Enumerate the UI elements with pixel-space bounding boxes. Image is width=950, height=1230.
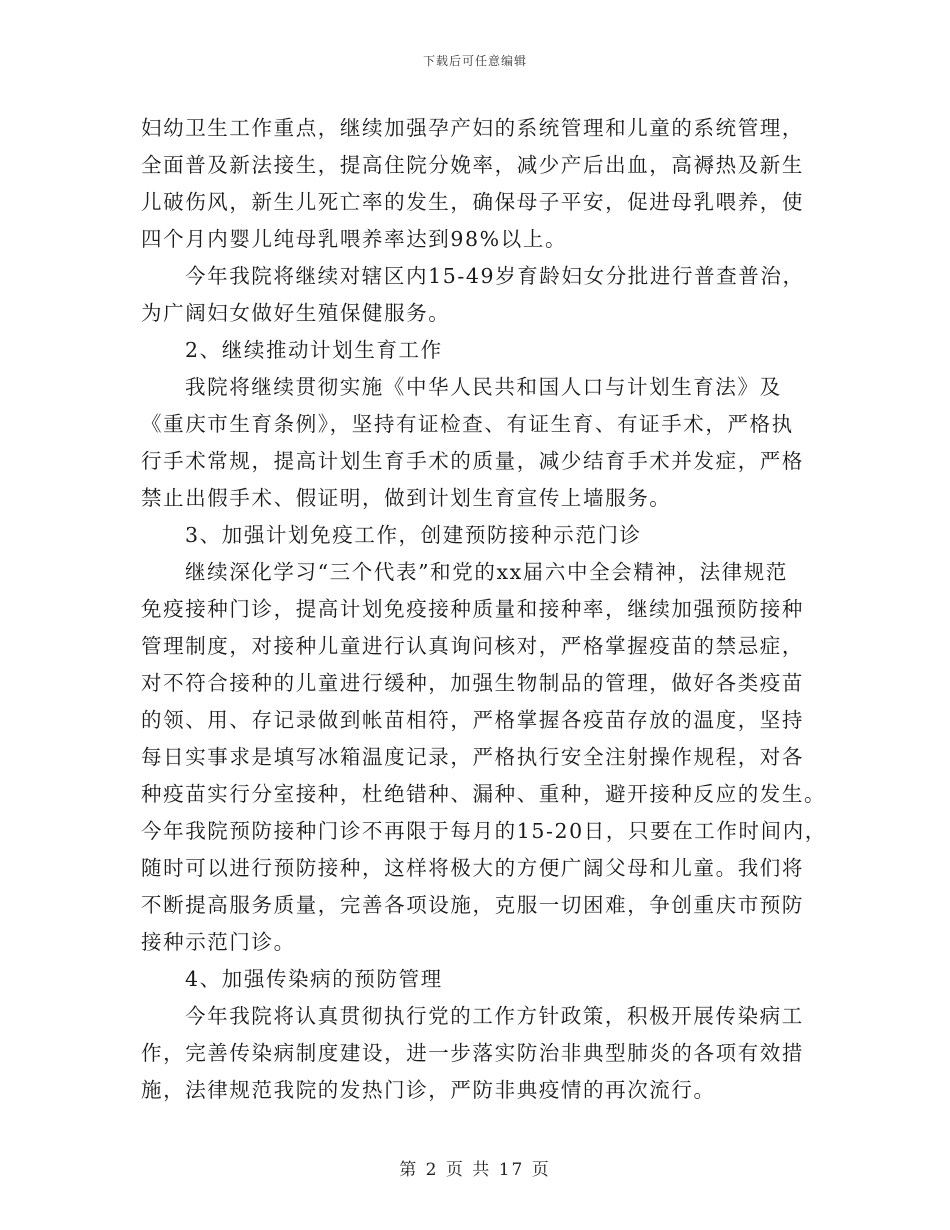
paragraph-line: 作，完善传染病制度建设，进一步落实防治非典型肺炎的各项有效措 <box>141 1041 804 1065</box>
paragraph-line: 种疫苗实行分室接种，杜绝错种、漏种、重种，避开接种反应的发生。 <box>141 782 827 806</box>
section-heading: 2、继续推动计划生育工作 <box>185 338 443 362</box>
paragraph-line: 为广阔妇女做好生殖保健服务。 <box>141 301 451 325</box>
document-body <box>141 110 827 1109</box>
page-header: 下载后可任意编辑 <box>422 54 527 68</box>
paragraph-line: 行手术常规，提高计划生育手术的质量，减少结育手术并发症，严格 <box>141 449 804 473</box>
paragraph-line: 妇幼卫生工作重点，继续加强孕产妇的系统管理和儿童的系统管理， <box>141 116 804 140</box>
paragraph-line: 不断提高服务质量，完善各项设施，克服一切困难，争创重庆市预防 <box>141 893 804 917</box>
paragraph-line: 施，法律规范我院的发热门诊，严防非典疫情的再次流行。 <box>141 1078 716 1102</box>
paragraph-line: 今年我院将继续对辖区内15-49岁育龄妇女分批进行普查普治， <box>185 264 805 288</box>
paragraph-line: 今年我院将认真贯彻执行党的工作方针政策，积极开展传染病工 <box>185 1004 804 1028</box>
paragraph-line: 《重庆市生育条例》，坚持有证检查、有证生育、有证手术，严格执 <box>141 412 794 436</box>
paragraph-line: 全面普及新法接生，提高住院分娩率，减少产后出血，高褥热及新生 <box>141 153 804 177</box>
paragraph-line: 对不符合接种的儿童进行缓种，加强生物制品的管理，做好各类疫苗 <box>141 671 804 695</box>
paragraph-line: 四个月内婴儿纯母乳喂养率达到98%以上。 <box>141 227 568 251</box>
section-heading: 3、加强计划免疫工作，创建预防接种示范门诊 <box>185 523 642 547</box>
paragraph-line: 继续深化学习“三个代表”和党的xx届六中全会精神，法律规范 <box>185 560 788 584</box>
paragraph-line: 的领、用、存记录做到帐苗相符，严格掌握各疫苗存放的温度，坚持 <box>141 708 804 732</box>
paragraph-line: 随时可以进行预防接种，这样将极大的方便广阔父母和儿童。我们将 <box>141 856 804 880</box>
section-heading: 4、加强传染病的预防管理 <box>185 967 443 991</box>
paragraph-line: 免疫接种门诊，提高计划免疫接种质量和接种率，继续加强预防接种 <box>141 597 804 621</box>
paragraph-line: 接种示范门诊。 <box>141 930 296 954</box>
paragraph-line: 禁止出假手术、假证明，做到计划生育宣传上墙服务。 <box>141 486 672 510</box>
paragraph-line: 每日实事求是填写冰箱温度记录，严格执行安全注射操作规程，对各 <box>141 745 804 769</box>
paragraph-line: 儿破伤风，新生儿死亡率的发生，确保母子平安，促进母乳喂养，使 <box>141 190 804 214</box>
paragraph-line: 今年我院预防接种门诊不再限于每月的15-20日，只要在工作时间内， <box>141 819 827 843</box>
paragraph-line: 我院将继续贯彻实施《中华人民共和国人口与计划生育法》及 <box>185 375 782 399</box>
paragraph-line: 管理制度，对接种儿童进行认真询问核对，严格掌握疫苗的禁忌症， <box>141 634 804 658</box>
page-number-footer: 第 2 页 共 17 页 <box>399 1160 551 1180</box>
